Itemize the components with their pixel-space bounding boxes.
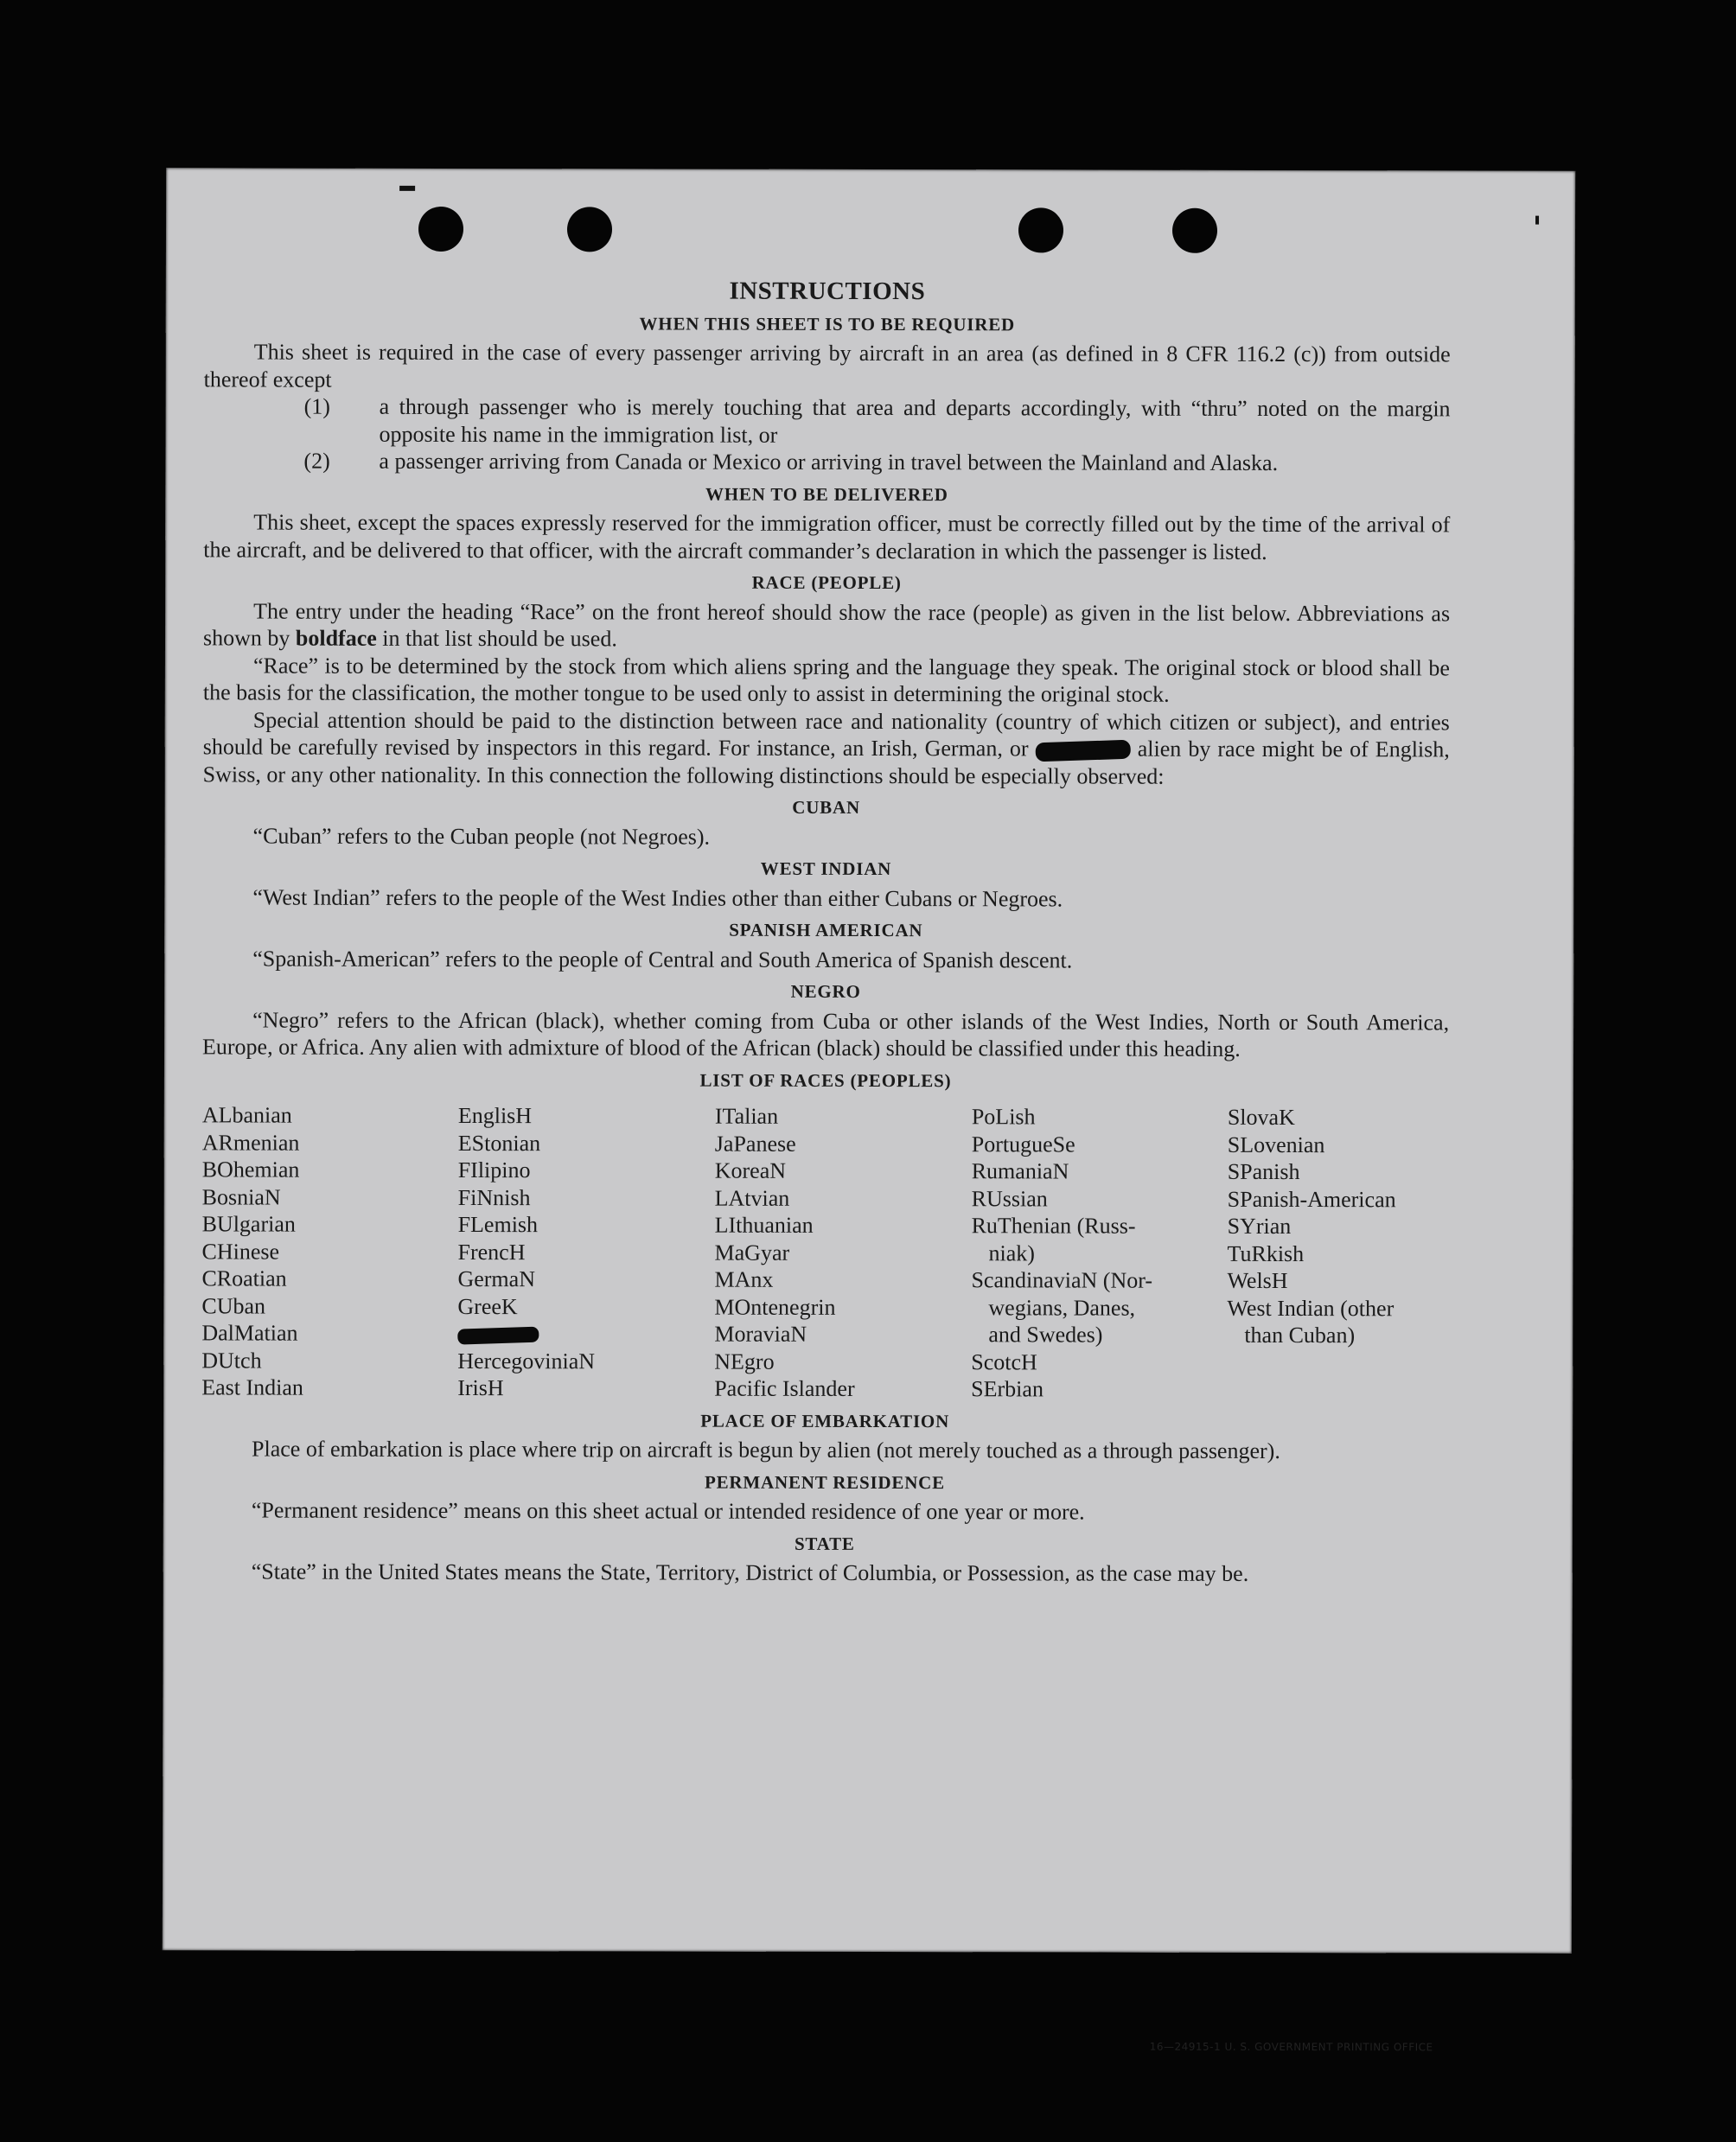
item-text: a through passenger who is merely touching that area and departs accordingly, with “thru” noted on the margin opposite his name in the immigration list, or <box>379 393 1451 448</box>
race-item: PortugueSe <box>971 1131 1075 1157</box>
heading-embarkation: PLACE OF EMBARKATION <box>700 1410 950 1431</box>
race-item: TuRkish <box>1227 1240 1305 1266</box>
instructions-content <box>201 277 1451 1588</box>
race-list <box>201 1101 1449 1404</box>
race-item: niak) <box>988 1240 1035 1265</box>
redaction-mark <box>1035 740 1131 762</box>
race-item: RumaniaN <box>971 1158 1069 1184</box>
redaction-mark <box>457 1327 539 1345</box>
heading-spanish-american: SPANISH AMERICAN <box>729 919 923 941</box>
paragraph-embarkation: Place of embarkation is place where trip on aircraft is begun by alien (not merely touched as a through passenger). <box>252 1436 1280 1463</box>
heading-when-delivered: WHEN TO BE DELIVERED <box>705 483 948 505</box>
speck <box>399 186 415 191</box>
race-item: GermaN <box>457 1266 536 1292</box>
race-item: EnglisH <box>457 1103 533 1129</box>
punch-hole <box>567 207 612 252</box>
race-item: CRoatian <box>201 1265 287 1291</box>
race-item: WelsH <box>1227 1267 1288 1294</box>
race-item: DUtch <box>201 1347 262 1374</box>
punch-hole <box>1172 208 1217 253</box>
punch-hole <box>418 207 463 252</box>
list-item-2 <box>203 447 1450 477</box>
paragraph-permanent-residence: “Permanent residence” means on this sheet actual or intended residence of one year or more. <box>251 1497 1085 1525</box>
heading-race: RACE (PEOPLE) <box>751 571 902 594</box>
race-item: than Cuban) <box>1244 1322 1356 1348</box>
race-item: RuThenian (Russ- <box>971 1213 1136 1239</box>
page-title: INSTRUCTIONS <box>729 277 926 306</box>
bold-text: boldface <box>295 625 377 651</box>
heading-cuban: CUBAN <box>792 796 860 818</box>
race-item: GreeK <box>457 1293 518 1319</box>
heading-negro: NEGRO <box>790 980 861 1002</box>
paragraph-race-2: “Race” is to be determined by the stock from which aliens spring and the language they speak. The original stock or blood shall be the basis for the classification, the mother tongue to be used only to assist in determining the original stock. <box>202 653 1450 707</box>
race-item: MaGyar <box>714 1240 790 1265</box>
paragraph-spanish-american: “Spanish-American” refers to the people of Central and South America of Spanish descent. <box>252 946 1073 972</box>
race-item: ALbanian <box>201 1102 292 1128</box>
race-item: CHinese <box>201 1238 280 1265</box>
race-item: HercegoviniaN <box>457 1348 596 1374</box>
race-item: ITalian <box>714 1103 779 1129</box>
race-item: West Indian (other <box>1227 1295 1395 1321</box>
race-item: RUssian <box>971 1185 1048 1211</box>
printer-footer: 16—24915-1 U. S. GOVERNMENT PRINTING OFFICE <box>1149 2040 1433 2054</box>
race-item: NEgro <box>714 1348 775 1374</box>
race-item: DalMatian <box>201 1320 298 1346</box>
race-item: PoLish <box>971 1104 1036 1130</box>
text-span: Special attention should be paid to the distinction between race and nationality (country of which citizen or subject), and entries should be carefully revised by inspectors in this regard. For instance, an Irish, German, or <box>202 707 1450 762</box>
race-item: KoreaN <box>714 1157 787 1183</box>
race-item: MoraviaN <box>714 1321 807 1347</box>
paragraph-state: “State” in the United States means the State, Territory, District of Columbia, or Possession, as the case may be. <box>251 1559 1249 1586</box>
race-item: CUban <box>201 1292 266 1319</box>
heading-when-required: WHEN THIS SHEET IS TO BE REQUIRED <box>639 312 1016 335</box>
paragraph-west-indian: “West Indian” refers to the people of the West Indies other than either Cubans or Negroes. <box>252 884 1063 911</box>
race-item: SYrian <box>1227 1213 1292 1240</box>
race-item: Pacific Islander <box>714 1375 855 1401</box>
race-item: FrencH <box>457 1239 526 1265</box>
heading-west-indian: WEST INDIAN <box>760 857 892 880</box>
race-item: LAtvian <box>714 1185 790 1211</box>
race-item: BOhemian <box>201 1157 300 1183</box>
race-column-2 <box>457 1102 715 1402</box>
item-number: (1) <box>303 393 330 419</box>
text-span: alien by race might be of English, Swiss, or any other nationality. In this connection the following distinctions should be especially observed: <box>202 736 1450 789</box>
race-item: EStonian <box>457 1130 541 1156</box>
race-column-4 <box>971 1103 1228 1403</box>
race-item: SlovaK <box>1227 1104 1295 1131</box>
text-span: in that list should be used. <box>382 625 617 652</box>
punch-hole <box>1018 207 1063 252</box>
race-column-5 <box>1227 1104 1452 1404</box>
race-item: FIlipino <box>457 1157 531 1183</box>
race-item: BUlgarian <box>201 1211 296 1237</box>
race-item: MAnx <box>714 1266 774 1292</box>
race-item: ScotcH <box>971 1348 1037 1374</box>
race-item: ARmenian <box>201 1129 300 1156</box>
race-item: FLemish <box>457 1212 539 1238</box>
text-span: The entry under the heading “Race” on the front hereof should show the race (people) as given in the list below. Abbreviations as shown by <box>202 598 1451 651</box>
race-item: SErbian <box>971 1376 1044 1402</box>
speck <box>1535 216 1539 225</box>
race-item: and Swedes) <box>988 1322 1103 1348</box>
race-item: ScandinaviaN (Nor- <box>971 1267 1153 1293</box>
item-number: (2) <box>303 448 330 474</box>
race-item: LIthuanian <box>714 1212 814 1238</box>
paragraph-cuban: “Cuban” refers to the Cuban people (not Negroes). <box>252 823 711 850</box>
document-page <box>163 168 1575 2054</box>
race-item-redacted <box>457 1320 714 1348</box>
paragraph-race-3 <box>203 706 1450 791</box>
race-item: IrisH <box>457 1375 504 1401</box>
paragraph-when-delivered: This sheet, except the spaces expressly reserved for the immigration officer, must be correctly filled out by the time of the arrival of the aircraft, and be delivered to that officer, with the aircraft commander’s declaration in which the passenger is listed. <box>203 509 1451 564</box>
race-column-3 <box>714 1103 972 1403</box>
race-item: SPanish <box>1227 1158 1300 1185</box>
paragraph-when-required: This sheet is required in the case of every passenger arriving by aircraft in an area (as defined in 8 CFR 116.2 (c)) from outside thereof except <box>203 339 1451 392</box>
heading-list-of-races: LIST OF RACES (PEOPLES) <box>699 1069 952 1091</box>
race-column-1 <box>201 1101 458 1401</box>
race-item: MOntenegrin <box>714 1294 836 1320</box>
item-text: a passenger arriving from Canada or Mexico or arriving in travel between the Mainland and Alaska. <box>379 448 1279 475</box>
race-item: East Indian <box>201 1374 303 1400</box>
race-item: FiNnish <box>457 1184 531 1210</box>
paragraph-negro: “Negro” refers to the African (black), whether coming from Cuba or other islands of the West Indies, North or South America, Europe, or Africa. Any alien with admixture of blood of the African (black) should be classified under this heading. <box>202 1007 1450 1061</box>
heading-permanent-residence: PERMANENT RESIDENCE <box>704 1471 945 1493</box>
list-item-1 <box>203 392 1450 449</box>
race-item: wegians, Danes, <box>988 1294 1136 1321</box>
race-item: SLovenian <box>1227 1132 1325 1157</box>
heading-state: STATE <box>794 1533 855 1554</box>
race-item: JaPanese <box>714 1131 796 1157</box>
race-item: BosniaN <box>201 1183 281 1210</box>
paragraph-race-1 <box>203 597 1450 654</box>
race-item: SPanish-American <box>1227 1186 1396 1212</box>
